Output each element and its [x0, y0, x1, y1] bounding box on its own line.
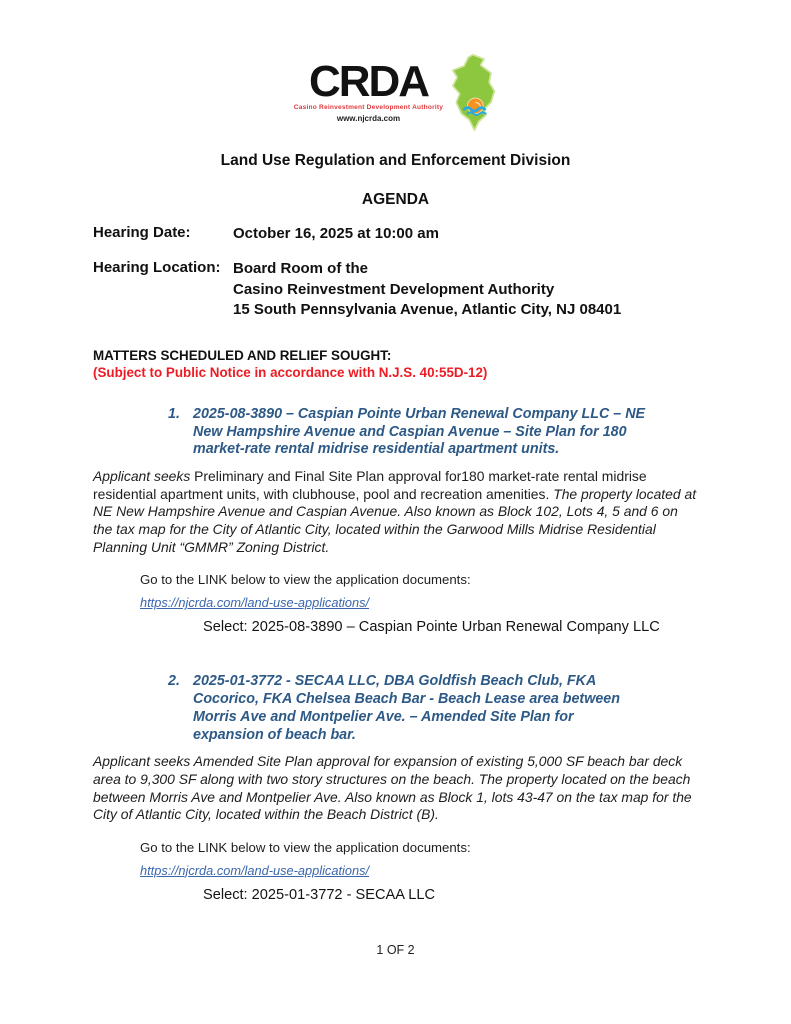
agenda-item-1-number: 1. [168, 406, 180, 422]
agenda-item-2-application-link[interactable]: https://njcrda.com/land-use-applications/ [140, 862, 370, 878]
crda-logo [93, 50, 698, 134]
crda-logo-acronym: CRDA [308, 57, 429, 107]
agenda-item-1-description [93, 468, 698, 556]
hearing-location-row [93, 259, 698, 320]
page-number: 1 OF 2 [376, 943, 415, 957]
hearing-date-row [93, 224, 698, 244]
agenda-item-2-desc-part-1: Applicant seeks Amended Site Plan approval for expansion of existing 5,000 SF beach bar deck area to 9,300 SF along with two story structures on the beach. The property located on the beach between Morris Ave and Montpelier Ave. Also known as Block 1, lots 43-47 on the tax map for the City of Atlantic City, located within the Beach District (B). [93, 753, 692, 823]
hearing-date-label: Hearing Date: [93, 224, 191, 241]
crda-logo-text [293, 57, 444, 123]
agenda-item-1-link-intro: Go to the LINK below to view the application documents: [140, 572, 471, 588]
agenda-item-1-desc-part-2: Preliminary and Final Site Plan approval for180 market-rate rental midrise residential apartment units, with clubhouse, pool and recreation amenities. [93, 468, 647, 502]
agenda-item-2-link-intro: Go to the LINK below to view the application documents: [140, 839, 471, 855]
matters-heading: MATTERS SCHEDULED AND RELIEF SOUGHT: [93, 348, 392, 363]
hearing-location-line-3: 15 South Pennsylvania Avenue, Atlantic City, NJ 08401 [233, 300, 622, 318]
agenda-item-2-description [93, 753, 698, 824]
agenda-item-1-title-text: 2025-08-3890 – Caspian Pointe Urban Renewal Company LLC – NE New Hampshire Avenue and Caspian Avenue – Site Plan for 180 market-rate rental midrise residential apartment units. [193, 406, 646, 458]
agenda-item-2-title [168, 673, 646, 744]
agenda-item-1-select-line: Select: 2025-08-3890 – Caspian Pointe Urban Renewal Company LLC [203, 619, 660, 636]
hearing-location-label: Hearing Location: [93, 259, 221, 277]
hearing-location-value [233, 259, 621, 320]
crda-logo-website: www.njcrda.com [336, 113, 401, 123]
agenda-item-1-title [168, 406, 646, 459]
agenda-title: AGENDA [361, 191, 430, 208]
hearing-location-line-2: Casino Reinvestment Development Authority [233, 280, 555, 298]
crda-logo-subtitle: Casino Reinvestment Development Authority [293, 103, 444, 111]
hearing-date-value: October 16, 2025 at 10:00 am [233, 225, 439, 242]
agenda-item-1-application-link[interactable]: https://njcrda.com/land-use-applications/ [140, 595, 370, 611]
hearing-location-line-1: Board Room of the [233, 260, 368, 278]
agenda-item-2-select-line: Select: 2025-01-3772 - SECAA LLC [203, 886, 436, 903]
agenda-item-2-number: 2. [168, 673, 180, 690]
agenda-item-1-desc-part-3: The property located at NE New Hampshire Avenue and Caspian Avenue. Also known as Block 102, Lots 4, 5 and 6 on the tax map for the City of Atlantic City, located within the Garwood Mills Midrise Residential Planning Unit “GMMR” Zoning District. [93, 485, 697, 555]
public-notice-line: (Subject to Public Notice in accordance with N.J.S. 40:55D-12) [93, 365, 488, 380]
division-title: Land Use Regulation and Enforcement Division [220, 152, 571, 169]
new-jersey-state-icon [445, 52, 497, 132]
agenda-item-2-title-text: 2025-01-3772 - SECAA LLC, DBA Goldfish Beach Club, FKA Cocorico, FKA Chelsea Beach Bar - Beach Lease area between Morris Ave and Montpelier Ave. – Amended Site Plan for expansion of beach bar. [193, 673, 620, 743]
agenda-item-1-desc-part-1: Applicant seeks [93, 468, 195, 485]
